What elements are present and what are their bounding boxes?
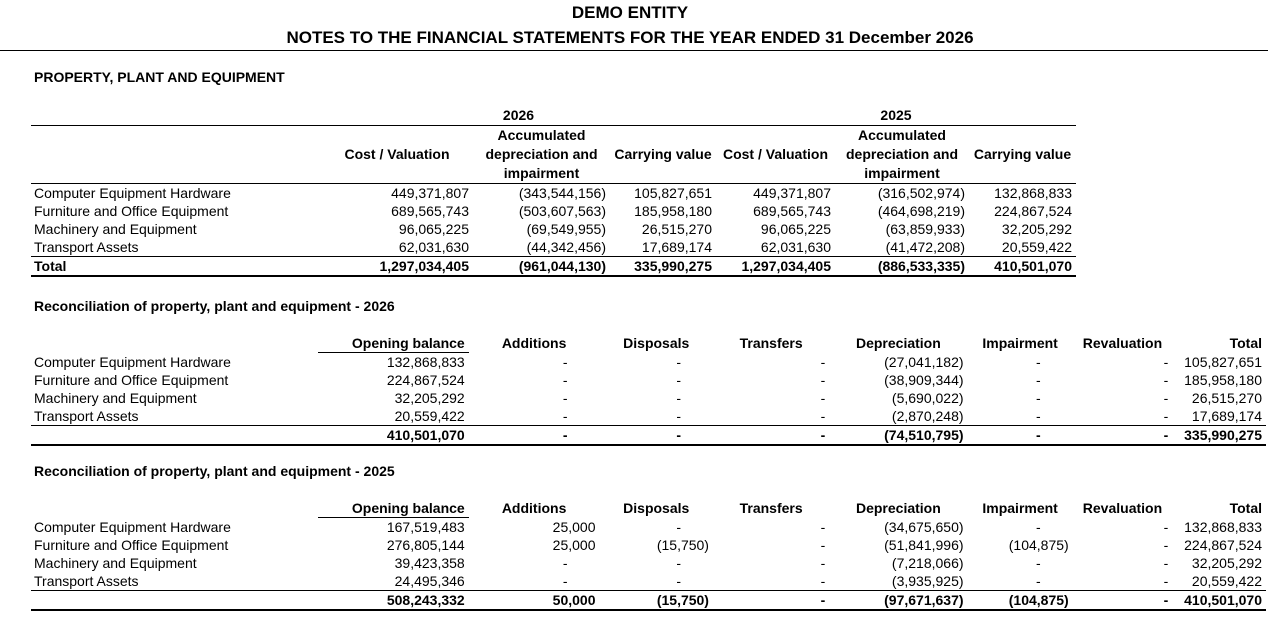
table-row: Furniture and Office Equipment 689,565,743 (503,607,563) 185,958,180 689,565,743 (464,698,219) 224,867,524 [34, 203, 1072, 219]
col-impairment: Impairment [982, 500, 1058, 517]
year-header-current: 2026 [321, 105, 716, 126]
page-title: NOTES TO THE FINANCIAL STATEMENTS FOR THE YEAR ENDED 31 December 2026 [286, 28, 974, 47]
table-row: Transport Assets 62,031,630 (44,342,456) 17,689,174 62,031,630 (41,472,208) 20,559,422 [31, 238, 1076, 257]
table-row: Computer Equipment Hardware 167,519,483 25,000 - - (34,675,650) - - 132,868,833 [34, 518, 1262, 535]
table-row: Machinery and Equipment 32,205,292 - - - (5,690,022) - - 26,515,270 [34, 390, 1262, 406]
col-depreciation: Depreciation [855, 335, 941, 352]
col-cost-2025: Cost / Valuation [722, 146, 828, 162]
col-transfers: Transfers [739, 335, 803, 352]
table-row: Transport Assets 20,559,422 - - - (2,870,248) - - 17,689,174 [31, 407, 1266, 426]
table-row: Computer Equipment Hardware 132,868,833 - - - (27,041,182) - - 105,827,651 [34, 353, 1262, 370]
table-row: Machinery and Equipment 96,065,225 (69,549,955) 26,515,270 96,065,225 (63,859,933) 32,205,292 [34, 221, 1072, 237]
col-accum-2026: Accumulated depreciation and impairment [485, 127, 598, 181]
col-disposals: Disposals [623, 335, 690, 352]
reconciliation-table-2025 [31, 499, 1266, 611]
col-disposals: Disposals [623, 500, 690, 517]
col-revaluation: Revaluation [1082, 335, 1163, 352]
section-title-rec-2026: Reconciliation of property, plant and equipment - 2026 [34, 298, 395, 314]
table-row: Furniture and Office Equipment 276,805,144 25,000 (15,750) - (51,841,996) (104,875) - 224,867,524 [34, 537, 1262, 553]
total-row: Total 1,297,034,405 (961,044,130) 335,990,275 1,297,034,405 (886,533,335) 410,501,070 [31, 257, 1076, 277]
total-row: 508,243,332 50,000 (15,750) - (97,671,637) (104,875) - 410,501,070 [31, 591, 1266, 611]
col-opening: Opening balance [318, 334, 469, 353]
section-title-ppe: PROPERTY, PLANT AND EQUIPMENT [34, 69, 285, 85]
col-impairment: Impairment [982, 335, 1058, 352]
col-transfers: Transfers [739, 500, 803, 517]
header-divider [0, 50, 1268, 51]
table-row: Transport Assets 24,495,346 - - - (3,935,925) - - 20,559,422 [31, 572, 1266, 591]
table-row: Computer Equipment Hardware 449,371,807 (343,544,156) 105,827,651 449,371,807 (316,502,974) 132,868,833 [34, 185, 1072, 201]
entity-name: DEMO ENTITY [571, 3, 689, 22]
col-total: Total [1229, 335, 1262, 352]
reconciliation-table-2026 [31, 334, 1266, 446]
col-additions: Additions [501, 335, 567, 352]
ppe-table [31, 105, 1076, 277]
col-additions: Additions [501, 500, 567, 517]
col-depreciation: Depreciation [855, 500, 941, 517]
col-carrying-2026: Carrying value [614, 146, 712, 162]
table-row: Furniture and Office Equipment 224,867,524 - - - (38,909,344) - - 185,958,180 [34, 372, 1262, 388]
table-row: Machinery and Equipment 39,423,358 - - - (7,218,066) - - 32,205,292 [34, 555, 1262, 571]
total-row: 410,501,070 - - - (74,510,795) - - 335,990,275 [31, 426, 1266, 446]
col-opening: Opening balance [318, 499, 469, 518]
col-carrying-2025: Carrying value [973, 146, 1072, 162]
year-header-prior: 2025 [716, 105, 1076, 126]
col-accum-2025: Accumulated depreciation and impairment [845, 127, 959, 181]
section-title-rec-2025: Reconciliation of property, plant and equipment - 2025 [34, 463, 395, 479]
col-cost-2026: Cost / Valuation [344, 146, 450, 162]
col-revaluation: Revaluation [1082, 500, 1163, 517]
col-total: Total [1229, 500, 1262, 517]
